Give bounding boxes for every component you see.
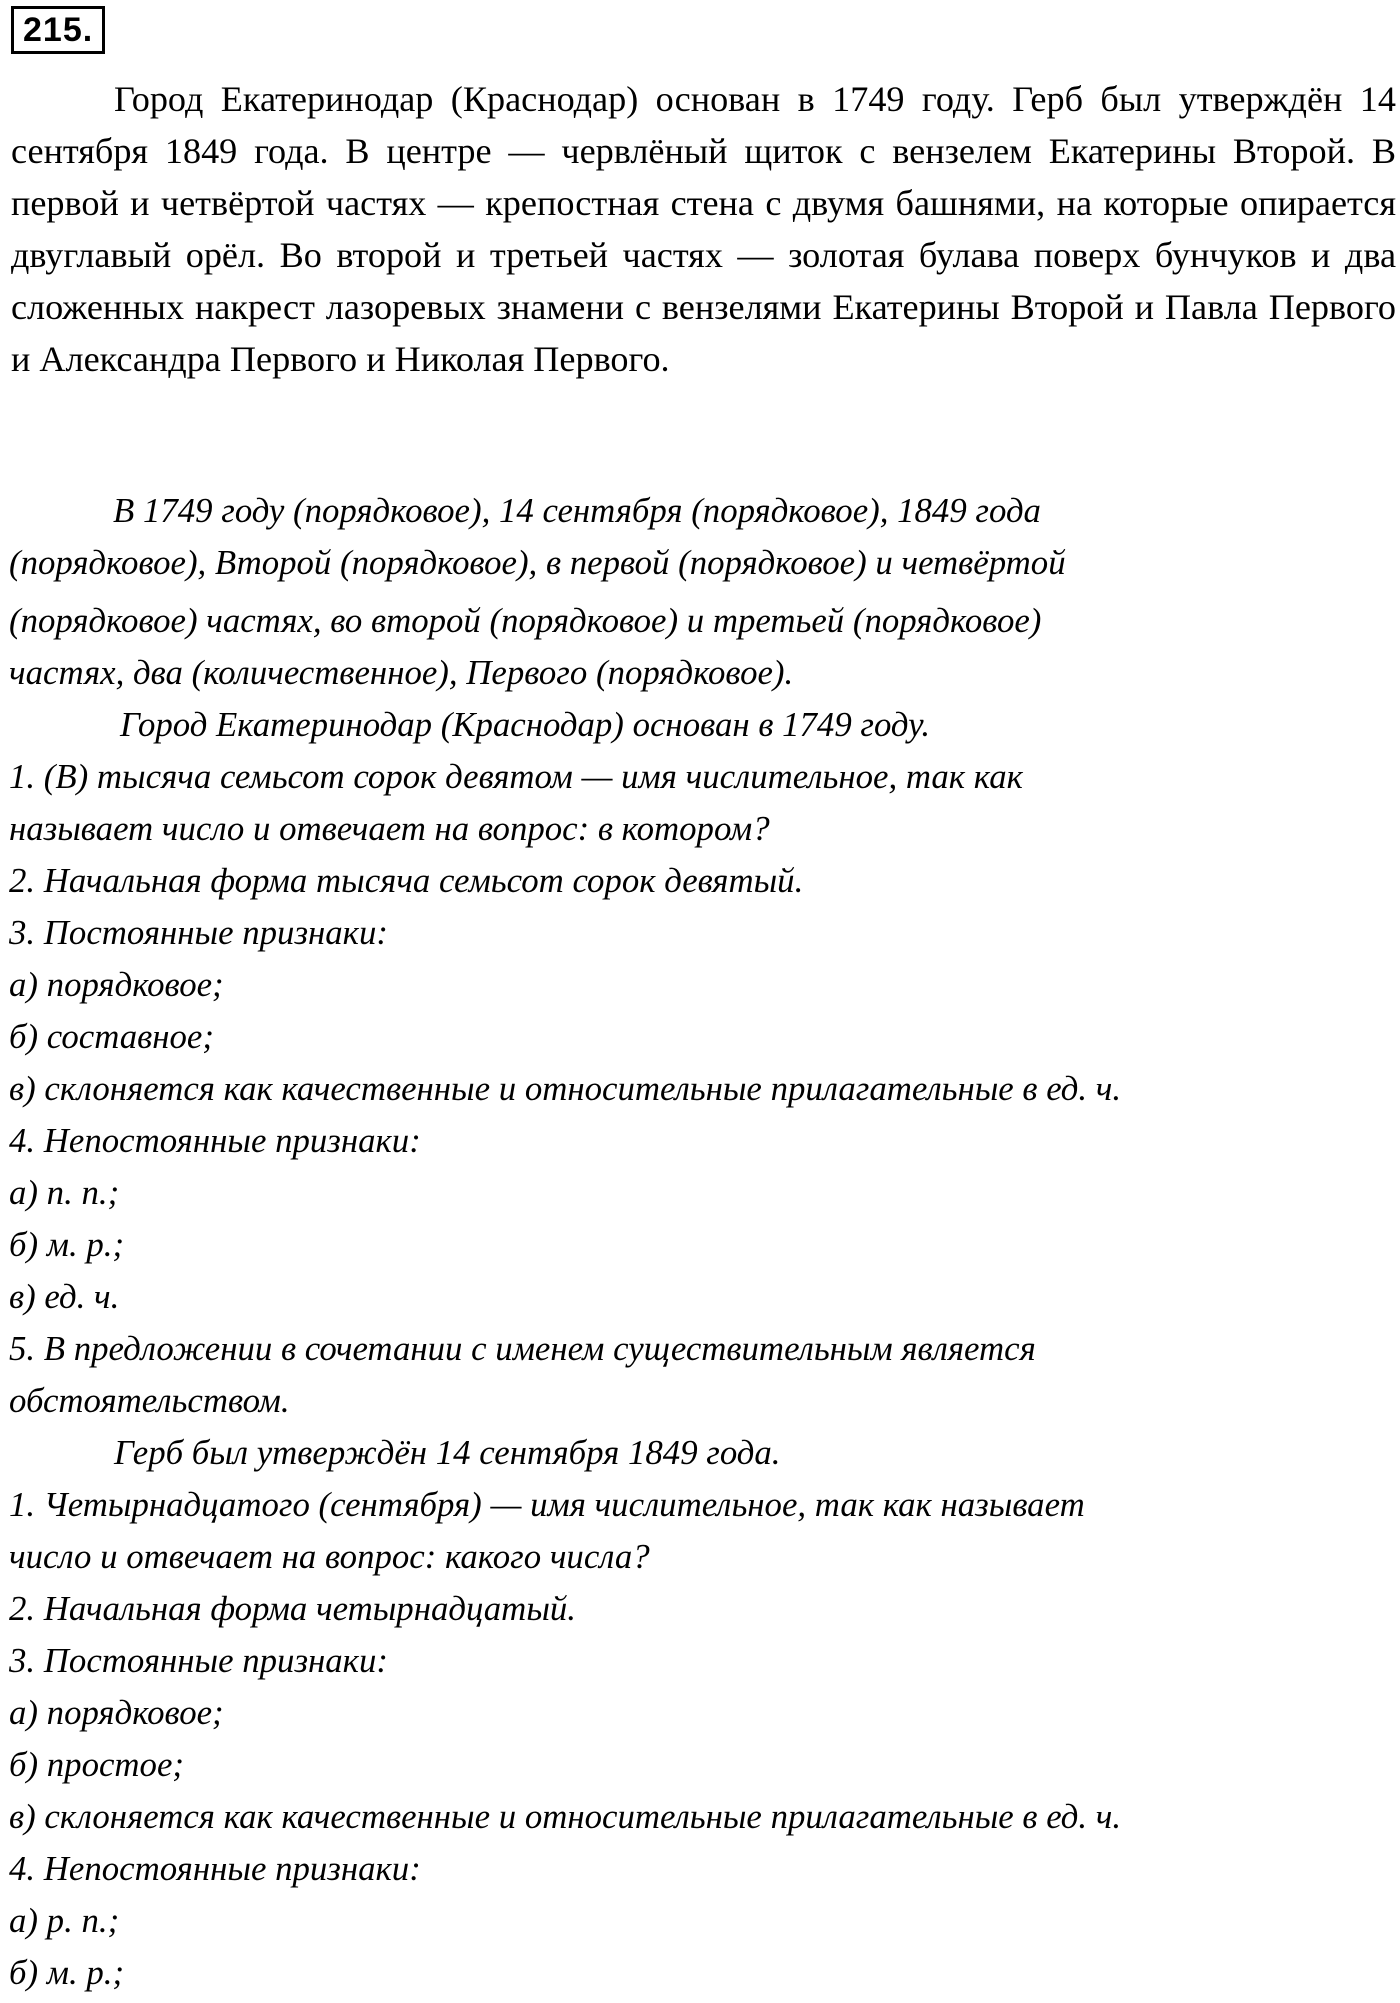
answer-line: частях, два (количественное), Первого (порядковое).	[9, 653, 794, 692]
answer-line: в) ед. ч.	[9, 1277, 120, 1316]
answer-line: (порядковое), Второй (порядковое), в первой (порядковое) и четвёртой	[9, 543, 1066, 582]
answer-line: 1. Четырнадцатого (сентября) — имя числительное, так как называет	[9, 1485, 1085, 1524]
answer-line: б) м. р.;	[9, 1225, 125, 1264]
answer-line: а) п. п.;	[9, 1173, 120, 1212]
answer-line: 2. Начальная форма четырнадцатый.	[9, 1589, 576, 1628]
task-text: Город Екатеринодар (Краснодар) основан в 1749 году. Герб был утверждён 14 сентября 1849 года. В центре — червлёный щиток с вензелем Екатерины Второй. В первой и четвёртой частях — крепостная стена с двумя башнями, на которые опирается двуглавый орёл. Во второй и третьей частях — золотая булава поверх бунчуков и два сложенных накрест лазоревых знамени с вензелями Екатерины Второй и Павла Первого и Александра Первого и Николая Первого.	[11, 79, 1396, 379]
answer-line: а) порядковое;	[9, 1693, 224, 1732]
answer-line: в) склоняется как качественные и относительные прилагательные в ед. ч.	[9, 1069, 1122, 1108]
answer-line: 5. В предложении в сочетании с именем существительным является	[9, 1329, 1036, 1368]
answer-line: 2. Начальная форма тысяча семьсот сорок девятый.	[9, 861, 804, 900]
answer-line: 4. Непостоянные признаки:	[9, 1849, 421, 1888]
answer-line: 4. Непостоянные признаки:	[9, 1121, 421, 1160]
answer-sentence-heading: Город Екатеринодар (Краснодар) основан в 1749 году.	[120, 705, 931, 744]
answer-line: а) р. п.;	[9, 1901, 120, 1940]
answer-line: а) порядковое;	[9, 965, 224, 1004]
answer-block	[9, 485, 1394, 1999]
answer-line: В 1749 году (порядковое), 14 сентября (порядковое), 1849 года	[113, 491, 1041, 530]
answer-line: 3. Постоянные признаки:	[9, 1641, 388, 1680]
answer-line: 1. (В) тысяча семьсот сорок девятом — имя числительное, так как	[9, 757, 1023, 796]
answer-line: (порядковое) частях, во второй (порядковое) и третьей (порядковое)	[9, 601, 1042, 640]
answer-line: б) м. р.;	[9, 1953, 125, 1992]
answer-line: 3. Постоянные признаки:	[9, 913, 388, 952]
exercise-number: 215.	[11, 6, 105, 54]
answer-sentence-heading: Герб был утверждён 14 сентября 1849 года.	[114, 1433, 781, 1472]
answer-line: называет число и отвечает на вопрос: в котором?	[9, 809, 770, 848]
answer-line: б) составное;	[9, 1017, 214, 1056]
answer-line: б) простое;	[9, 1745, 184, 1784]
answer-line: обстоятельством.	[9, 1381, 290, 1420]
answer-line: число и отвечает на вопрос: какого числа?	[9, 1537, 650, 1576]
answer-line: в) склоняется как качественные и относительные прилагательные в ед. ч.	[9, 1797, 1122, 1836]
